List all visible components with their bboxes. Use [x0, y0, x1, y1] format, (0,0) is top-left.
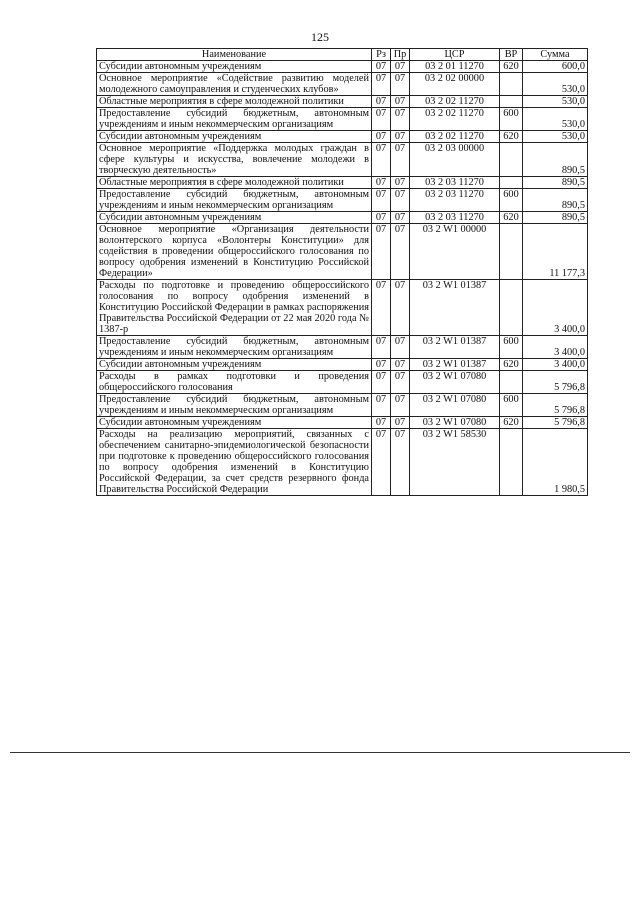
row-rz: 07 [372, 359, 391, 371]
header-name: Наименование [97, 49, 372, 61]
table-row [97, 394, 588, 417]
header-rz: Рз [372, 49, 391, 61]
row-sum: 3 400,0 [523, 359, 588, 371]
row-sum: 890,5 [523, 212, 588, 224]
row-pr: 07 [391, 336, 410, 359]
row-csr: 03 2 03 11270 [410, 189, 500, 212]
row-rz: 07 [372, 61, 391, 73]
table-row [97, 61, 588, 73]
row-pr: 07 [391, 143, 410, 177]
row-rz: 07 [372, 371, 391, 394]
row-vr [500, 280, 523, 336]
row-sum: 1 980,5 [523, 429, 588, 496]
row-csr: 03 2 W1 07080 [410, 417, 500, 429]
row-csr: 03 2 02 11270 [410, 131, 500, 143]
row-sum: 5 796,8 [523, 371, 588, 394]
row-csr: 03 2 W1 01387 [410, 336, 500, 359]
table-row [97, 96, 588, 108]
row-pr: 07 [391, 61, 410, 73]
row-rz: 07 [372, 212, 391, 224]
table-row [97, 417, 588, 429]
table-row [97, 143, 588, 177]
row-csr: 03 2 W1 01387 [410, 280, 500, 336]
row-vr [500, 96, 523, 108]
row-pr: 07 [391, 417, 410, 429]
row-pr: 07 [391, 280, 410, 336]
row-vr [500, 143, 523, 177]
row-rz: 07 [372, 143, 391, 177]
row-pr: 07 [391, 224, 410, 280]
row-name: Субсидии автономным учреждениям [97, 61, 372, 73]
row-rz: 07 [372, 73, 391, 96]
row-rz: 07 [372, 131, 391, 143]
row-vr: 620 [500, 212, 523, 224]
row-sum: 530,0 [523, 96, 588, 108]
row-vr [500, 371, 523, 394]
header-csr: ЦСР [410, 49, 500, 61]
row-vr: 600 [500, 189, 523, 212]
row-csr: 03 2 W1 58530 [410, 429, 500, 496]
row-csr: 03 2 W1 01387 [410, 359, 500, 371]
row-rz: 07 [372, 177, 391, 189]
table-header-row [97, 49, 588, 61]
row-pr: 07 [391, 212, 410, 224]
row-sum: 11 177,3 [523, 224, 588, 280]
row-sum: 5 796,8 [523, 394, 588, 417]
row-sum: 530,0 [523, 108, 588, 131]
row-name: Предоставление субсидий бюджетным, автономным учреждениям и иным некоммерческим организациям [97, 394, 372, 417]
row-csr: 03 2 03 00000 [410, 143, 500, 177]
row-pr: 07 [391, 96, 410, 108]
row-rz: 07 [372, 108, 391, 131]
row-vr: 600 [500, 336, 523, 359]
row-pr: 07 [391, 177, 410, 189]
row-csr: 03 2 W1 00000 [410, 224, 500, 280]
row-name: Субсидии автономным учреждениям [97, 131, 372, 143]
row-rz: 07 [372, 394, 391, 417]
table-row [97, 73, 588, 96]
row-sum: 600,0 [523, 61, 588, 73]
row-rz: 07 [372, 336, 391, 359]
row-pr: 07 [391, 189, 410, 212]
row-rz: 07 [372, 280, 391, 336]
row-vr: 620 [500, 417, 523, 429]
row-sum: 890,5 [523, 189, 588, 212]
row-name: Расходы в рамках подготовки и проведения общероссийского голосования [97, 371, 372, 394]
row-sum: 890,5 [523, 177, 588, 189]
table-row [97, 429, 588, 496]
table-row [97, 280, 588, 336]
table-row [97, 131, 588, 143]
row-sum: 3 400,0 [523, 336, 588, 359]
table-row [97, 359, 588, 371]
row-sum: 530,0 [523, 73, 588, 96]
row-csr: 03 2 W1 07080 [410, 371, 500, 394]
row-pr: 07 [391, 371, 410, 394]
row-name: Основное мероприятие «Поддержка молодых граждан в сфере культуры и искусства, вовлечение молодежи в творческую деятельность» [97, 143, 372, 177]
row-vr [500, 73, 523, 96]
table-row [97, 212, 588, 224]
row-name: Предоставление субсидий бюджетным, автономным учреждениям и иным некоммерческим организациям [97, 189, 372, 212]
row-csr: 03 2 02 00000 [410, 73, 500, 96]
row-name: Субсидии автономным учреждениям [97, 359, 372, 371]
row-sum: 890,5 [523, 143, 588, 177]
row-csr: 03 2 01 11270 [410, 61, 500, 73]
table-body [97, 61, 588, 496]
page-number: 125 [311, 30, 329, 44]
table-row [97, 177, 588, 189]
row-rz: 07 [372, 224, 391, 280]
row-rz: 07 [372, 417, 391, 429]
row-pr: 07 [391, 131, 410, 143]
row-rz: 07 [372, 96, 391, 108]
row-name: Предоставление субсидий бюджетным, автономным учреждениям и иным некоммерческим организациям [97, 108, 372, 131]
row-pr: 07 [391, 73, 410, 96]
row-name: Расходы на реализацию мероприятий, связанных с обеспечением санитарно-эпидемиологической безопасности при подготовке к проведению общероссийского голосования по вопросу одобрения изменений в Конституцию Российской Федерации, за счет средств резервного фонда Правительства Российской Федерации [97, 429, 372, 496]
row-csr: 03 2 02 11270 [410, 96, 500, 108]
row-vr [500, 429, 523, 496]
budget-table [96, 48, 588, 496]
row-vr: 600 [500, 108, 523, 131]
row-name: Областные мероприятия в сфере молодежной политики [97, 177, 372, 189]
row-name: Основное мероприятие «Содействие развитию моделей молодежного самоуправления и студенческих клубов» [97, 73, 372, 96]
row-pr: 07 [391, 394, 410, 417]
row-vr: 620 [500, 61, 523, 73]
header-vr: ВР [500, 49, 523, 61]
row-csr: 03 2 03 11270 [410, 177, 500, 189]
row-sum: 3 400,0 [523, 280, 588, 336]
table-row [97, 336, 588, 359]
table-row [97, 108, 588, 131]
row-name: Областные мероприятия в сфере молодежной политики [97, 96, 372, 108]
row-pr: 07 [391, 359, 410, 371]
row-name: Субсидии автономным учреждениям [97, 417, 372, 429]
header-sum: Сумма [523, 49, 588, 61]
row-vr: 620 [500, 359, 523, 371]
row-pr: 07 [391, 429, 410, 496]
row-vr: 620 [500, 131, 523, 143]
row-pr: 07 [391, 108, 410, 131]
row-csr: 03 2 W1 07080 [410, 394, 500, 417]
row-csr: 03 2 03 11270 [410, 212, 500, 224]
row-csr: 03 2 02 11270 [410, 108, 500, 131]
row-sum: 530,0 [523, 131, 588, 143]
row-name: Основное мероприятие «Организация деятельности волонтерского корпуса «Волонтеры Конституции» для содействия в проведении общероссийского голосования по вопросу одобрения изменений в Конституцию Российской Федерации» [97, 224, 372, 280]
row-rz: 07 [372, 429, 391, 496]
row-sum: 5 796,8 [523, 417, 588, 429]
header-pr: Пр [391, 49, 410, 61]
table-row [97, 189, 588, 212]
row-rz: 07 [372, 189, 391, 212]
row-name: Предоставление субсидий бюджетным, автономным учреждениям и иным некоммерческим организациям [97, 336, 372, 359]
row-vr [500, 177, 523, 189]
footer-divider [10, 752, 630, 753]
table-row [97, 371, 588, 394]
row-vr [500, 224, 523, 280]
row-name: Расходы по подготовке и проведению общероссийского голосования по вопросу одобрения изменений в Конституцию Российской Федерации в рамках распоряжения Правительства Российской Федерации от 22 мая 2020 года № 1387-р [97, 280, 372, 336]
table-row [97, 224, 588, 280]
row-name: Субсидии автономным учреждениям [97, 212, 372, 224]
row-vr: 600 [500, 394, 523, 417]
